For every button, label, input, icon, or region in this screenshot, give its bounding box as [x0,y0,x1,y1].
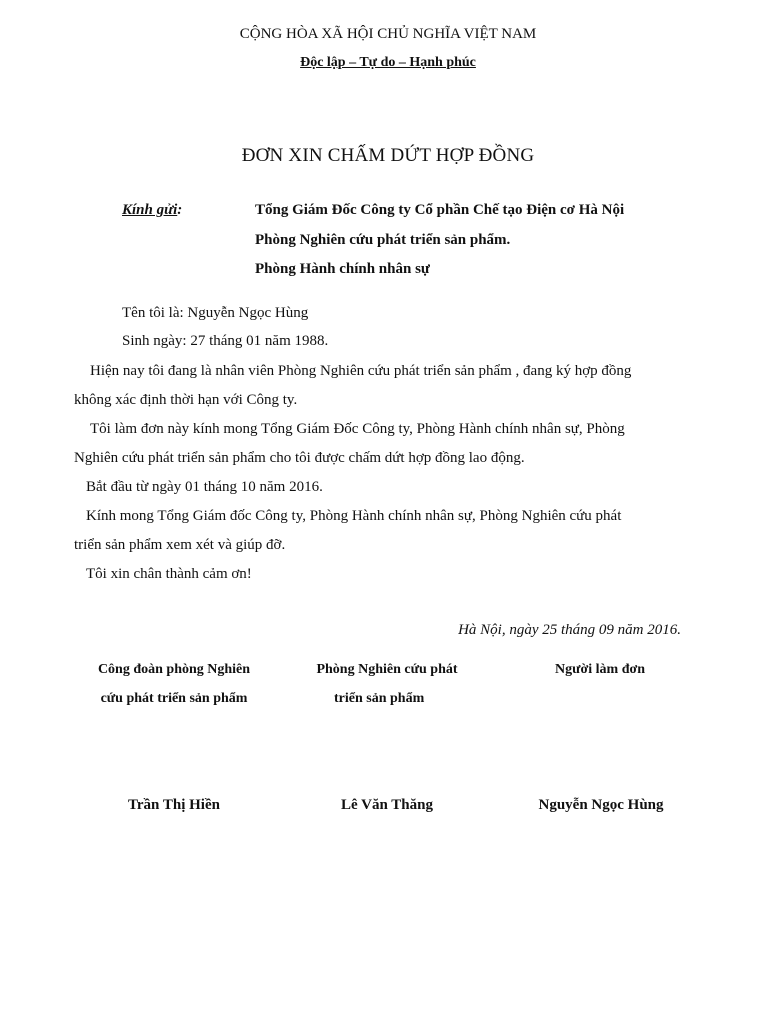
national-title: CỘNG HÒA XÃ HỘI CHỦ NGHĨA VIỆT NAM [239,26,537,42]
applicant-birth-line: Sinh ngày: 27 tháng 01 năm 1988. [122,333,329,349]
paragraph-2-line-2: Nghiên cứu phát triển sản phẩm cho tôi được chấm dứt hợp đồng lao động. [74,450,525,466]
thanks-line: Tôi xin chân thành cảm ơn! [86,566,252,582]
date-place: Hà Nội, ngày 25 tháng 09 năm 2016. [458,622,681,638]
signature-title-union-line-1: Công đoàn phòng Nghiên [97,662,251,677]
signature-title-applicant [500,655,700,684]
paragraph-3-line-1: Kính mong Tổng Giám đốc Công ty, Phòng Hành chính nhân sự, Phòng Nghiên cứu phát [86,508,622,524]
applicant-name-line: Tên tôi là: Nguyễn Ngọc Hùng [122,305,309,321]
national-motto: Độc lập – Tự do – Hạnh phúc [300,55,476,70]
signature-title-rd-line-1: Phòng Nghiên cứu phát [316,662,458,677]
signature-title-union [64,655,284,713]
signature-name-rd: Lê Văn Thăng [341,797,433,813]
recipient-label [122,202,182,219]
paragraph-2-line-1: Tôi làm đơn này kính mong Tổng Giám Đốc Công ty, Phòng Hành chính nhân sự, Phòng [90,421,625,437]
recipient-label-colon: : [177,202,183,218]
recipient-rd-department: Phòng Nghiên cứu phát triển sản phẩm. [255,232,511,248]
paragraph-1-line-1: Hiện nay tôi đang là nhân viên Phòng Nghiên cứu phát triển sản phẩm , đang ký hợp đồng [90,363,632,379]
paragraph-1-line-2: không xác định thời hạn với Công ty. [74,392,298,408]
signature-title-rd [282,655,492,713]
signature-title-union-line-2: cứu phát triển sản phẩm [100,691,248,706]
signature-name-union: Trần Thị Hiền [128,797,220,813]
paragraph-3-line-2: triển sản phẩm xem xét và giúp đỡ. [74,537,286,553]
start-date-line: Bắt đầu từ ngày 01 tháng 10 năm 2016. [86,479,323,495]
recipient-hr-department: Phòng Hành chính nhân sự [255,261,430,277]
signature-title-rd-line-2: triển sản phẩm [334,691,425,706]
document-title: ĐƠN XIN CHẤM DỨT HỢP ĐỒNG [241,145,535,166]
recipient-label-text: Kính gửi [122,202,178,218]
signature-title-applicant-line-1: Người làm đơn [554,662,646,677]
recipient-general-director: Tổng Giám Đốc Công ty Cổ phần Chế tạo Điện cơ Hà Nội [255,202,625,218]
signature-name-applicant: Nguyễn Ngọc Hùng [538,797,664,813]
